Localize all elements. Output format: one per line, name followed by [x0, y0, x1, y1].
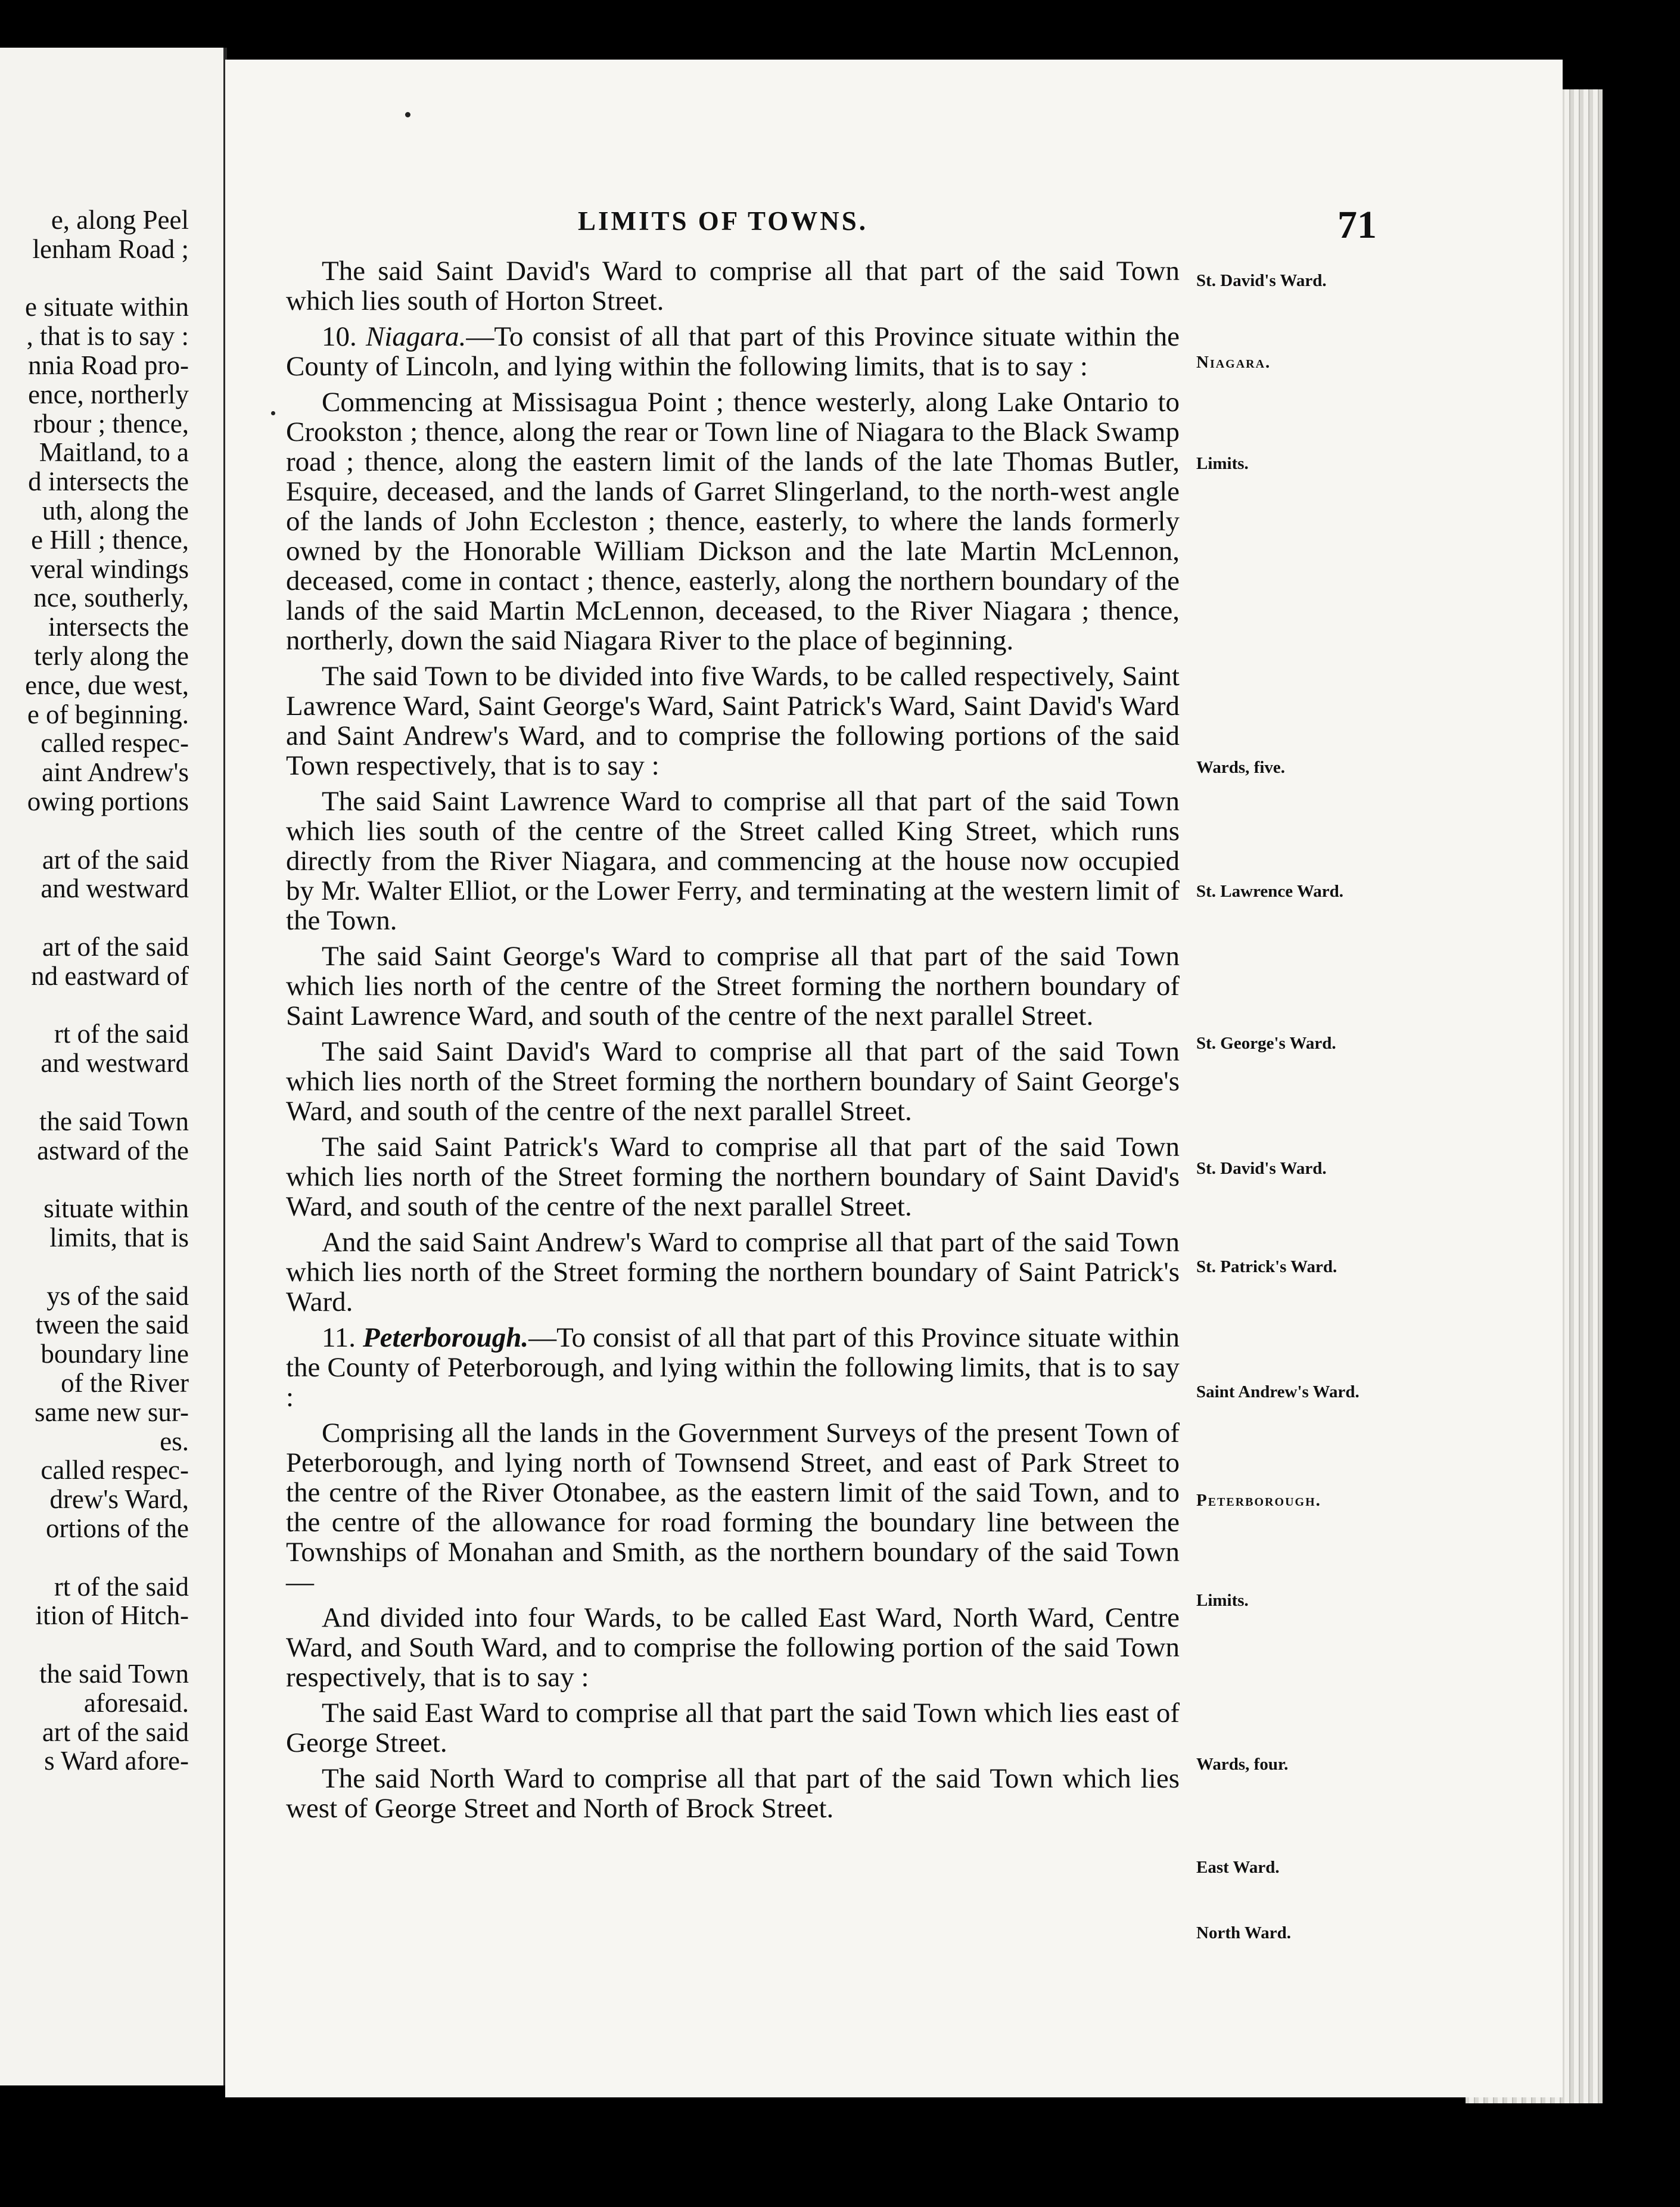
margin-note: St. Lawrence Ward.	[1196, 882, 1344, 901]
paragraph: And divided into four Wards, to be called East Ward, North Ward, Centre Ward, and South Ward, and to comprise the following portion of the said Town respectively, that is to say :	[286, 1602, 1180, 1693]
left-page-line: s Ward afore-	[44, 1746, 189, 1776]
margin-note: Limits.	[1196, 454, 1249, 473]
left-page-line: e, along Peel	[51, 205, 189, 235]
margin-note: St. David's Ward.	[1196, 271, 1327, 290]
body-text	[286, 256, 1180, 1829]
left-page-line: veral windings	[30, 554, 189, 584]
section-name: Niagara.	[365, 321, 466, 352]
ink-speck	[405, 112, 410, 117]
paragraph: The said Saint George's Ward to comprise all that part of the said Town which lies north of the centre of the Street forming the northern boundary of Saint Lawrence Ward, and south of the centre of the next parallel Street.	[286, 941, 1180, 1031]
left-page-line: of the River	[61, 1368, 189, 1398]
left-page-line: and westward	[41, 874, 189, 904]
left-page-line: art of the said	[42, 932, 189, 962]
left-page-line: e Hill ; thence,	[31, 524, 189, 555]
section-number: 11.	[322, 1322, 356, 1353]
left-page-line: intersects the	[48, 612, 189, 642]
left-page-line: rt of the said	[54, 1571, 189, 1602]
left-page-line: nce, southerly,	[33, 583, 189, 613]
margin-note: Wards, four.	[1196, 1755, 1289, 1774]
left-page-line: Maitland, to a	[39, 437, 189, 468]
paragraph: And the said Saint Andrew's Ward to comprise all that part of the said Town which lies north of the Street forming the northern boundary of Saint Patrick's Ward.	[286, 1227, 1180, 1317]
left-page-line: ence, due west,	[25, 670, 189, 700]
left-page-line: called respec-	[41, 728, 189, 759]
paragraph: The said North Ward to comprise all that part of the said Town which lies west of George Street and North of Brock Street.	[286, 1763, 1180, 1824]
paragraph: The said Town to be divided into five Wards, to be called respectively, Saint Lawrence Ward, Saint George's Ward, Saint Patrick's Ward, Saint David's Ward and Saint Andrew's Ward, and to comprise the following portions of the said Town respectively, that is to say :	[286, 661, 1180, 781]
section-paragraph: 10. Niagara.—To consist of all that part of this Province situate within the County of Lincoln, and lying within the following limits, that is to say :	[286, 321, 1180, 382]
margin-note: Saint Andrew's Ward.	[1196, 1382, 1359, 1401]
paragraph: The said East Ward to comprise all that part the said Town which lies east of George Street.	[286, 1698, 1180, 1758]
left-page-line: lenham Road ;	[32, 234, 189, 264]
margin-note: North Ward.	[1196, 1923, 1291, 1942]
left-page-line: owing portions	[27, 787, 189, 816]
left-page-line: same new sur-	[34, 1397, 189, 1427]
ink-speck	[271, 411, 275, 415]
left-page-line: and westward	[41, 1048, 189, 1078]
left-page-line: called respec-	[41, 1455, 189, 1485]
section-paragraph: 11. Peterborough.—To consist of all that part of this Province situate within the County of Peterborough, and lying within the following limits, that is to say :	[286, 1322, 1180, 1413]
left-page-line: rt of the said	[54, 1019, 189, 1049]
paragraph: The said Saint David's Ward to comprise all that part of the said Town which lies south of Horton Street.	[286, 256, 1180, 316]
paragraph: The said Saint Patrick's Ward to comprise all that part of the said Town which lies north of the Street forming the northern boundary of Saint David's Ward, and south of the centre of the next parallel Street.	[286, 1132, 1180, 1222]
page-number: 71	[1337, 203, 1377, 247]
margin-note: St. Patrick's Ward.	[1196, 1257, 1337, 1276]
left-page-line: d intersects the	[28, 467, 189, 497]
margin-note: Peterborough.	[1196, 1491, 1321, 1510]
paragraph: The said Saint David's Ward to comprise all that part of the said Town which lies north of the Street forming the northern boundary of Saint George's Ward, and south of the centre of the next parallel Street.	[286, 1036, 1180, 1127]
left-page-line: nnia Road pro-	[28, 350, 189, 380]
left-page-line: aint Andrew's	[42, 757, 189, 788]
left-page-line: art of the said	[42, 1717, 189, 1747]
left-page-line: e situate within	[25, 292, 189, 322]
section-name: Peterborough.	[363, 1322, 529, 1353]
left-page-line: astward of the	[37, 1135, 189, 1165]
left-page-line: limits, that is	[49, 1223, 189, 1252]
left-page-line: aforesaid.	[83, 1687, 189, 1718]
left-page-line: , that is to say :	[26, 321, 189, 352]
left-page-line: es.	[160, 1426, 189, 1456]
left-page-line: terly along the	[34, 641, 189, 671]
running-title: LIMITS OF TOWNS.	[578, 206, 869, 236]
left-page-line: boundary line	[41, 1339, 189, 1369]
left-facing-page	[0, 48, 227, 2085]
left-page-line: uth, along the	[42, 496, 189, 526]
margin-note: St. David's Ward.	[1196, 1159, 1327, 1178]
left-page-line: drew's Ward,	[49, 1484, 189, 1515]
left-page-line: ys of the said	[46, 1280, 189, 1311]
left-page-line: ition of Hitch-	[35, 1600, 189, 1631]
left-page-line: the said Town	[39, 1106, 189, 1136]
margin-note: East Ward.	[1196, 1858, 1280, 1877]
left-page-line: ence, northerly	[28, 379, 189, 409]
margin-note: Niagara.	[1196, 353, 1271, 372]
left-page-line: nd eastward of	[31, 960, 189, 991]
section-number: 10.	[322, 321, 357, 352]
left-page-line: tween the said	[35, 1310, 189, 1340]
left-page-line: art of the said	[42, 844, 189, 875]
left-page-line: situate within	[43, 1193, 189, 1224]
left-page-line: ortions of the	[46, 1513, 189, 1543]
paragraph: The said Saint Lawrence Ward to comprise all that part of the said Town which lies south of the centre of the Street called King Street, which runs directly from the River Niagara, and commencing at the house now occupied by Mr. Walter Elliot, or the Lower Ferry, and terminating at the western limit of the Town.	[286, 786, 1180, 936]
paragraph: Commencing at Missisagua Point ; thence westerly, along Lake Ontario to Crookston ; thence, along the rear or Town line of Niagara to the Black Swamp road ; thence, along the eastern limit of the lands of the late Thomas Butler, Esquire, deceased, and the lands of Garret Slingerland, to the north-west angle of the lands of John Eccleston ; thence, easterly, to where the lands formerly owned by the Honorable William Dickson and the late Martin McLennon, deceased, come in contact ; thence, easterly, along the northern boundary of the lands of the said Martin McLennon, deceased, to the River Niagara ; thence, northerly, down the said Niagara River to the place of beginning.	[286, 387, 1180, 656]
left-page-line: rbour ; thence,	[33, 408, 189, 439]
paragraph: Comprising all the lands in the Government Surveys of the present Town of Peterborough, and lying north of Townsend Street, and east of Park Street to the centre of the River Otonabee, as the eastern limit of the said Town, and to the centre of the allowance for road forming the boundary line between the Townships of Monahan and Smith, as the northern boundary of the said Town—	[286, 1418, 1180, 1597]
margin-note: St. George's Ward.	[1196, 1034, 1336, 1053]
margin-note: Limits.	[1196, 1591, 1249, 1610]
margin-note: Wards, five.	[1196, 758, 1286, 777]
left-page-line: the said Town	[39, 1659, 189, 1689]
left-page-line: e of beginning.	[27, 699, 189, 729]
